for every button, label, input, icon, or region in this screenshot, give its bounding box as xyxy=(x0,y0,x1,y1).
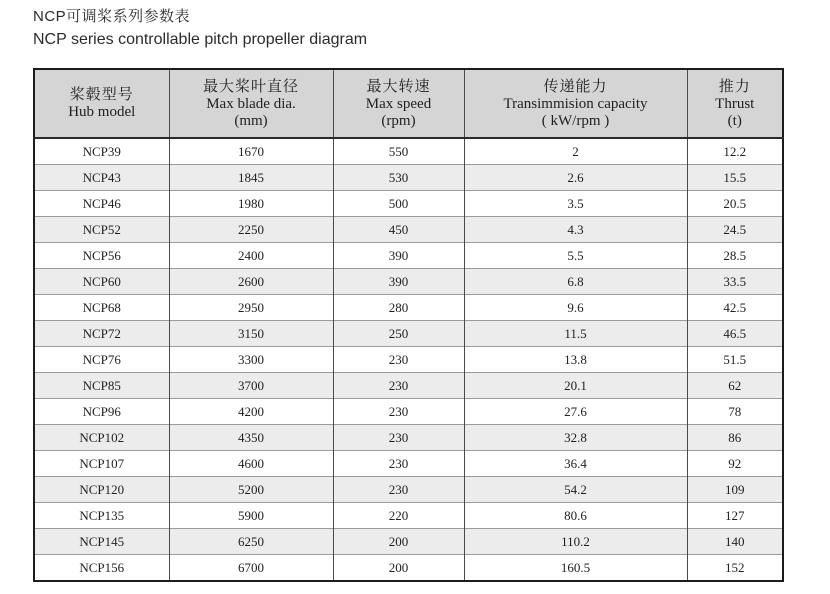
table-cell-model: NCP68 xyxy=(34,295,169,321)
table-cell-dia: 5200 xyxy=(169,477,333,503)
table-cell-capacity: 9.6 xyxy=(464,295,687,321)
table-cell-capacity: 6.8 xyxy=(464,269,687,295)
table-row xyxy=(34,243,783,269)
table-cell-capacity: 5.5 xyxy=(464,243,687,269)
table-cell-model: NCP85 xyxy=(34,373,169,399)
table-cell-speed: 230 xyxy=(333,451,464,477)
table-cell-speed: 230 xyxy=(333,425,464,451)
table-cell-model: NCP52 xyxy=(34,217,169,243)
table-cell-speed: 550 xyxy=(333,138,464,165)
table-cell-thrust: 15.5 xyxy=(687,165,783,191)
table-cell-speed: 390 xyxy=(333,269,464,295)
table-cell-thrust: 33.5 xyxy=(687,269,783,295)
table-cell-capacity: 36.4 xyxy=(464,451,687,477)
table-cell-model: NCP46 xyxy=(34,191,169,217)
table-cell-capacity: 2 xyxy=(464,138,687,165)
column-header-zh: 桨毂型号 xyxy=(69,87,134,103)
table-cell-dia: 1980 xyxy=(169,191,333,217)
table-cell-dia: 4600 xyxy=(169,451,333,477)
title-block xyxy=(33,6,367,52)
table-cell-dia: 4200 xyxy=(169,399,333,425)
table-cell-dia: 2950 xyxy=(169,295,333,321)
table-cell-capacity: 3.5 xyxy=(464,191,687,217)
table-cell-capacity: 27.6 xyxy=(464,399,687,425)
table-cell-capacity: 32.8 xyxy=(464,425,687,451)
page-title-en: NCP series controllable pitch propeller diagram xyxy=(33,31,368,48)
table-row xyxy=(34,138,783,165)
table-row xyxy=(34,295,783,321)
table-cell-model: NCP96 xyxy=(34,399,169,425)
table-cell-capacity: 13.8 xyxy=(464,347,687,373)
table-row xyxy=(34,425,783,451)
table-cell-speed: 280 xyxy=(333,295,464,321)
table-cell-capacity: 11.5 xyxy=(464,321,687,347)
table-cell-thrust: 51.5 xyxy=(687,347,783,373)
table-cell-dia: 6250 xyxy=(169,529,333,555)
table-cell-speed: 230 xyxy=(333,477,464,503)
table-cell-speed: 250 xyxy=(333,321,464,347)
table-cell-model: NCP145 xyxy=(34,529,169,555)
table-cell-dia: 3700 xyxy=(169,373,333,399)
table-cell-thrust: 12.2 xyxy=(687,138,783,165)
column-header-unit: (mm) xyxy=(234,112,268,129)
table-row xyxy=(34,555,783,582)
table-cell-model: NCP102 xyxy=(34,425,169,451)
table-cell-thrust: 127 xyxy=(687,503,783,529)
table-cell-thrust: 24.5 xyxy=(687,217,783,243)
column-header-model xyxy=(34,69,169,138)
table-cell-dia: 2600 xyxy=(169,269,333,295)
table-row xyxy=(34,191,783,217)
column-header-unit: (rpm) xyxy=(381,112,416,129)
table-row xyxy=(34,165,783,191)
column-header-capacity xyxy=(464,69,687,138)
column-header-en: Max speed xyxy=(365,95,432,112)
table-cell-thrust: 62 xyxy=(687,373,783,399)
table-row xyxy=(34,399,783,425)
table-cell-thrust: 28.5 xyxy=(687,243,783,269)
table-cell-thrust: 42.5 xyxy=(687,295,783,321)
table-row xyxy=(34,373,783,399)
table-row xyxy=(34,321,783,347)
table-cell-speed: 200 xyxy=(333,529,464,555)
table-cell-capacity: 54.2 xyxy=(464,477,687,503)
table-cell-speed: 220 xyxy=(333,503,464,529)
table-cell-capacity: 160.5 xyxy=(464,555,687,582)
column-header-unit: ( kW/rpm ) xyxy=(541,112,610,129)
table-row xyxy=(34,477,783,503)
table-cell-speed: 390 xyxy=(333,243,464,269)
table-cell-thrust: 92 xyxy=(687,451,783,477)
column-header-zh: 推力 xyxy=(718,78,751,95)
table-cell-capacity: 20.1 xyxy=(464,373,687,399)
table-cell-thrust: 152 xyxy=(687,555,783,582)
table-cell-model: NCP72 xyxy=(34,321,169,347)
table-cell-speed: 230 xyxy=(333,347,464,373)
table-cell-speed: 230 xyxy=(333,373,464,399)
table-cell-model: NCP107 xyxy=(34,451,169,477)
table-cell-dia: 3150 xyxy=(169,321,333,347)
table-cell-dia: 3300 xyxy=(169,347,333,373)
table-cell-dia: 1845 xyxy=(169,165,333,191)
table-cell-dia: 2250 xyxy=(169,217,333,243)
column-header-thrust xyxy=(687,69,783,138)
table-cell-speed: 450 xyxy=(333,217,464,243)
column-header-unit: (t) xyxy=(727,112,742,129)
table-cell-thrust: 20.5 xyxy=(687,191,783,217)
table-row xyxy=(34,269,783,295)
table-cell-model: NCP135 xyxy=(34,503,169,529)
table-cell-thrust: 140 xyxy=(687,529,783,555)
table-cell-model: NCP156 xyxy=(34,555,169,582)
table-cell-model: NCP39 xyxy=(34,138,169,165)
table-cell-speed: 200 xyxy=(333,555,464,582)
column-header-dia xyxy=(169,69,333,138)
table-row xyxy=(34,347,783,373)
page-title-zh: NCP可调桨系列参数表 xyxy=(33,8,191,25)
table-cell-dia: 4350 xyxy=(169,425,333,451)
column-header-en: Thrust xyxy=(715,95,755,112)
table-cell-model: NCP60 xyxy=(34,269,169,295)
table-cell-thrust: 78 xyxy=(687,399,783,425)
spec-table xyxy=(33,68,784,582)
table-row xyxy=(34,529,783,555)
table-header-row xyxy=(34,69,783,138)
table-row xyxy=(34,451,783,477)
table-cell-speed: 530 xyxy=(333,165,464,191)
table-cell-model: NCP43 xyxy=(34,165,169,191)
table-cell-capacity: 80.6 xyxy=(464,503,687,529)
table-row xyxy=(34,217,783,243)
table-head xyxy=(34,69,783,138)
table-cell-speed: 230 xyxy=(333,399,464,425)
table-body xyxy=(34,138,783,581)
column-header-en: Transimmision capacity xyxy=(503,95,648,112)
table-cell-capacity: 4.3 xyxy=(464,217,687,243)
table-cell-dia: 2400 xyxy=(169,243,333,269)
table-cell-thrust: 109 xyxy=(687,477,783,503)
table-cell-model: NCP120 xyxy=(34,477,169,503)
column-header-zh: 传递能力 xyxy=(543,78,608,95)
table-cell-thrust: 86 xyxy=(687,425,783,451)
table-cell-thrust: 46.5 xyxy=(687,321,783,347)
table-cell-dia: 6700 xyxy=(169,555,333,582)
column-header-en: Max blade dia. xyxy=(206,95,296,112)
table-cell-dia: 5900 xyxy=(169,503,333,529)
table-cell-capacity: 110.2 xyxy=(464,529,687,555)
table-cell-capacity: 2.6 xyxy=(464,165,687,191)
table-cell-model: NCP76 xyxy=(34,347,169,373)
column-header-zh: 最大转速 xyxy=(366,78,431,95)
column-header-zh: 最大桨叶直径 xyxy=(202,78,299,95)
table-row xyxy=(34,503,783,529)
table-cell-dia: 1670 xyxy=(169,138,333,165)
table-cell-model: NCP56 xyxy=(34,243,169,269)
column-header-en: Hub model xyxy=(68,104,136,120)
column-header-speed xyxy=(333,69,464,138)
table-cell-speed: 500 xyxy=(333,191,464,217)
